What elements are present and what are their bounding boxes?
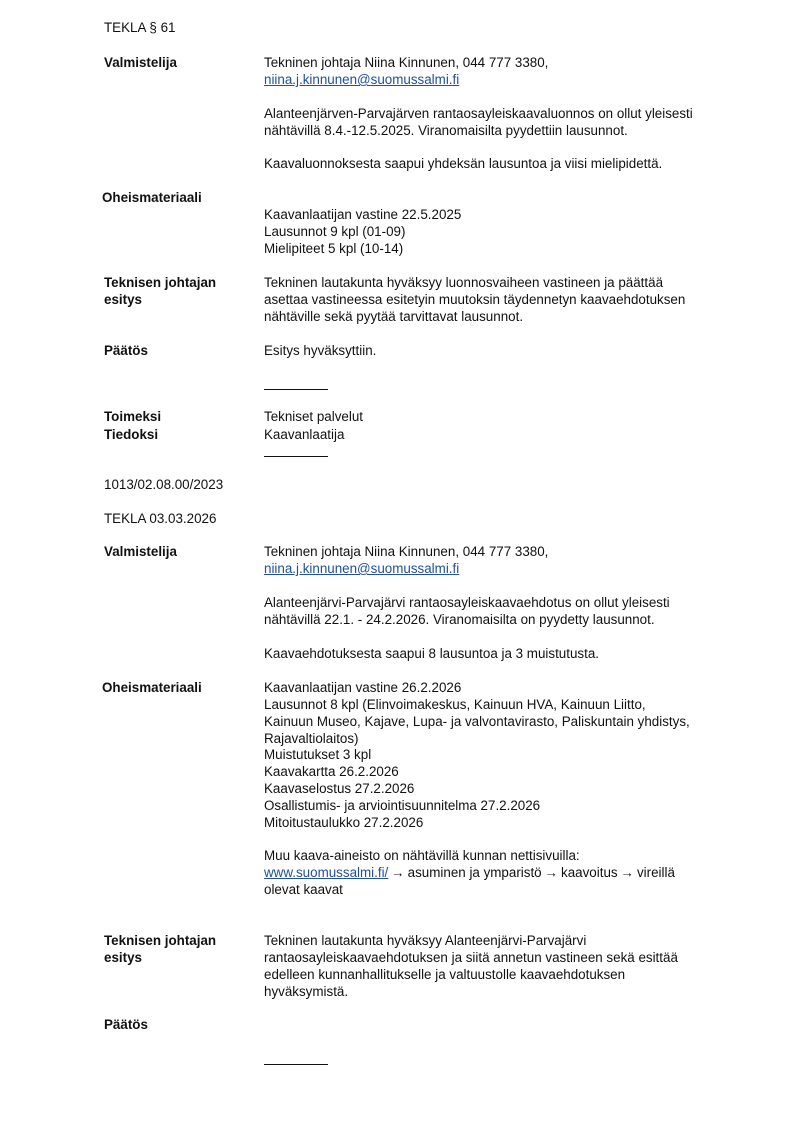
esitys-line: asettaa vastineessa esitetyin muutoksin täydennetyn kaavaehdotuksen — [264, 292, 686, 307]
paatos-text-1: Esitys hyväksyttiin. — [264, 343, 377, 358]
arrow-right-icon: → — [620, 865, 634, 880]
paragraph-1-line-1: Alanteenjärven-Parvajärven rantaosayleiskaavaluonnos on ollut yleisesti — [264, 106, 693, 121]
path-segment: olevat kaavat — [264, 882, 343, 897]
paatos-label-2: Päätös — [104, 1017, 148, 1032]
esitys-label-2b: esitys — [104, 950, 142, 965]
divider-line — [264, 389, 328, 390]
section-header-1: TEKLA § 61 — [104, 20, 176, 35]
arrow-right-icon: → — [391, 865, 405, 880]
paragraph-2: Kaavaehdotuksesta saapui 8 lausuntoa ja 3 muistutusta. — [264, 646, 599, 661]
valmistelija-label-2: Valmistelija — [104, 544, 177, 559]
esitys-line: rantaosayleiskaavaehdotuksen ja siitä annetun vastineen sekä esittää — [264, 950, 678, 965]
esitys-label-1b: esitys — [104, 292, 142, 307]
oheis-item: Kainuun Museo, Kajave, Lupa- ja valvontavirasto, Paliskuntain yhdistys, — [264, 714, 690, 729]
oheis-item: Osallistumis- ja arviointisuunnitelma 27.2.2026 — [264, 798, 541, 813]
oheis-item: Mielipiteet 5 kpl (10-14) — [264, 241, 404, 256]
esitys-label-2a: Teknisen johtajan — [104, 933, 217, 948]
oheis-item: Lausunnot 9 kpl (01-09) — [264, 224, 406, 239]
esitys-line: nähtäville sekä pyytää tarvittavat lausunnot. — [264, 309, 524, 324]
toimeksi-text: Tekniset palvelut — [264, 409, 363, 424]
divider-line — [264, 456, 328, 457]
paragraph-1-line-2: nähtävillä 22.1. - 24.2.2026. Viranomaisilta on pyydetty lausunnot. — [264, 612, 655, 627]
oheis-item: Kaavanlaatijan vastine 22.5.2025 — [264, 207, 462, 222]
diary-number: 1013/02.08.00/2023 — [104, 477, 224, 492]
esitys-line: edelleen kunnanhallitukselle ja valtuustolle kaavaehdotuksen — [264, 967, 626, 982]
path-segment: asuminen ja ymparistö — [407, 865, 542, 880]
valmistelija-label-1: Valmistelija — [104, 55, 177, 70]
paragraph-1-line-1: Alanteenjärvi-Parvajärvi rantaosayleiskaavaehdotus on ollut yleisesti — [264, 595, 670, 610]
arrow-right-icon: → — [544, 865, 559, 880]
divider-line — [264, 1064, 328, 1065]
valmistelija-text-2: Tekninen johtaja Niina Kinnunen, 044 777 3380, — [264, 544, 549, 559]
oheis-item: Lausunnot 8 kpl (Elinvoimakeskus, Kainuun HVA, Kainuun Liitto, — [264, 697, 646, 712]
tiedoksi-text: Kaavanlaatija — [264, 427, 345, 442]
website-path — [264, 864, 675, 881]
oheis-item: Mitoitustaulukko 27.2.2026 — [264, 815, 424, 830]
email-link-1[interactable]: niina.j.kinnunen@suomussalmi.fi — [264, 72, 460, 87]
path-segment: vireillä — [636, 865, 675, 880]
esitys-line: Tekninen lautakunta hyväksyy Alanteenjärvi-Parvajärvi — [264, 933, 587, 948]
oheis-item: Kaavaselostus 27.2.2026 — [264, 781, 415, 796]
esitys-line: Tekninen lautakunta hyväksyy luonnosvaiheen vastineen ja päättää — [264, 275, 664, 290]
oheis-item: Kaavakartta 26.2.2026 — [264, 764, 399, 779]
paatos-label-1: Päätös — [104, 343, 148, 358]
oheis-item: Rajavaltiolaitos) — [264, 731, 359, 746]
path-segment: kaavoitus — [561, 865, 618, 880]
oheismateriaali-label-2: Oheismateriaali — [102, 680, 202, 695]
oheis-item: Muistutukset 3 kpl — [264, 747, 372, 762]
valmistelija-text-1: Tekninen johtaja Niina Kinnunen, 044 777 3380, — [264, 55, 549, 70]
email-link-2[interactable]: niina.j.kinnunen@suomussalmi.fi — [264, 561, 460, 576]
website-link[interactable]: www.suomussalmi.fi/ — [264, 865, 389, 880]
esitys-line: hyväksymistä. — [264, 984, 349, 999]
paragraph-2: Kaavaluonnoksesta saapui yhdeksän lausuntoa ja viisi mielipidettä. — [264, 156, 663, 171]
oheis-item: Kaavanlaatijan vastine 26.2.2026 — [264, 680, 462, 695]
oheismateriaali-label-1: Oheismateriaali — [102, 190, 202, 205]
tiedoksi-label: Tiedoksi — [104, 427, 159, 442]
section-header-2: TEKLA 03.03.2026 — [104, 511, 217, 526]
esitys-label-1a: Teknisen johtajan — [104, 275, 217, 290]
toimeksi-label: Toimeksi — [104, 409, 162, 424]
paragraph-1-line-2: nähtävillä 8.4.-12.5.2025. Viranomaisilta pyydettiin lausunnot. — [264, 123, 628, 138]
muu-aineisto-text: Muu kaava-aineisto on nähtävillä kunnan nettisivuilla: — [264, 848, 580, 863]
